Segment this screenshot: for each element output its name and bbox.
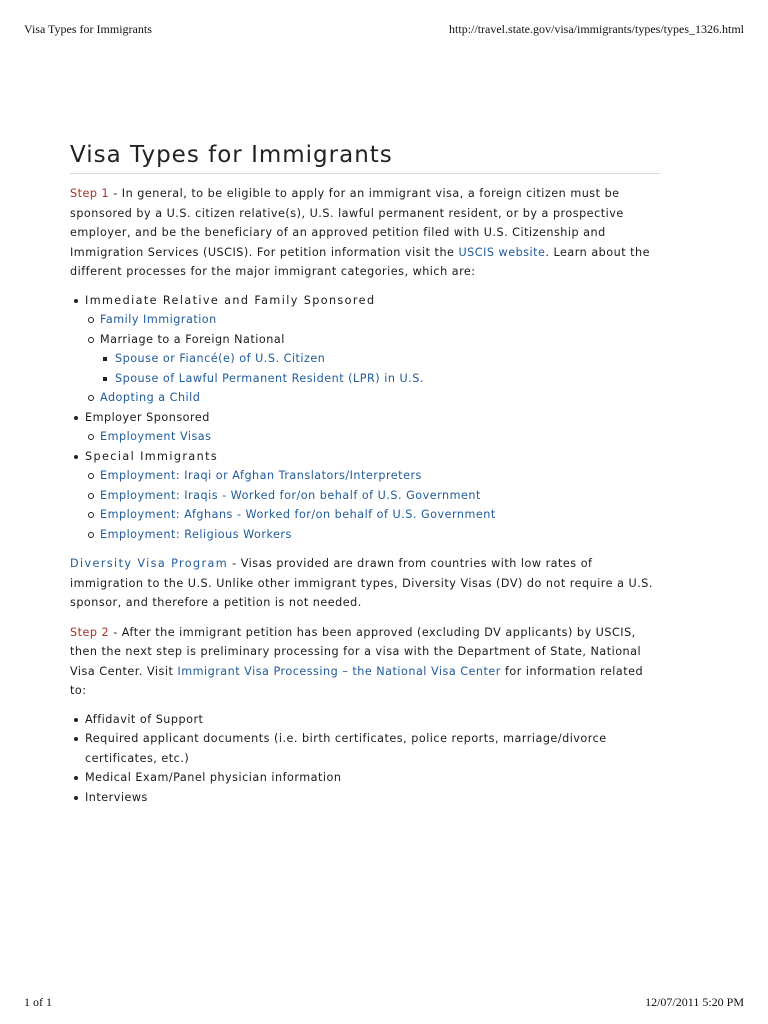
adopting-child-link[interactable]: Adopting a Child [100, 391, 201, 404]
afghans-us-government-link[interactable]: Employment: Afghans - Worked for/on behalf of U.S. Government [100, 508, 496, 521]
subcategory-item [85, 466, 660, 486]
diversity-paragraph [70, 554, 660, 613]
marriage-foreign-national-label: Marriage to a Foreign National [100, 332, 285, 346]
step1-label: Step 1 [70, 187, 110, 200]
step1-text-before-link: - In general, to be eligible to apply for an immigrant visa, a foreign citizen must be sponsored by a U.S. citizen relative(s), U.S. lawful permanent resident, or by a prospective employer, and be the beneficiary of an approved petition filed with U.S. Citizenship and Immigration Services (USCIS). For petition information visit the [70, 187, 624, 259]
subcategory-item [85, 330, 660, 389]
print-header-url: http://travel.state.gov/visa/immigrants/types/types_1326.html [449, 22, 744, 36]
subcategory-item [85, 310, 660, 330]
nvc-topic-item: Medical Exam/Panel physician information [70, 768, 660, 788]
nvc-topic-item: Interviews [70, 788, 660, 808]
subcategory-item [85, 486, 660, 506]
category-label: Employer Sponsored [85, 410, 210, 424]
step1-paragraph [70, 184, 660, 282]
nvc-topic-item: Affidavit of Support [70, 710, 660, 730]
main-content [70, 140, 660, 807]
step2-text-after-link: for information related to: [70, 664, 644, 697]
subcategory-item [85, 525, 660, 545]
step2-paragraph [70, 623, 660, 701]
nvc-topics-list [70, 710, 660, 808]
spouse-fiance-citizen-link[interactable]: Spouse or Fiancé(e) of U.S. Citizen [115, 352, 326, 365]
nvc-processing-link[interactable]: Immigrant Visa Processing – the National Visa Center [177, 664, 501, 678]
step2-text-before-link: - After the immigrant petition has been approved (excluding DV applicants) by USCIS, then the next step is preliminary processing for a visa with the Department of State, National Visa Center. Visit [70, 625, 642, 678]
step2-label: Step 2 [70, 625, 110, 639]
marriage-subitem [100, 349, 660, 369]
uscis-website-link[interactable]: USCIS website [458, 245, 546, 259]
category-item [70, 291, 660, 408]
nvc-topic-item: Required applicant documents (i.e. birth certificates, police reports, marriage/divorce certificates, etc.) [70, 729, 660, 768]
print-footer-page: 1 of 1 [24, 995, 52, 1009]
category-label: Immediate Relative and Family Sponsored [85, 293, 376, 307]
spouse-lpr-link[interactable]: Spouse of Lawful Permanent Resident (LPR) in U.S. [115, 371, 424, 385]
print-footer-timestamp: 12/07/2011 5:20 PM [645, 995, 744, 1009]
iraqis-us-government-link[interactable]: Employment: Iraqis - Worked for/on behalf of U.S. Government [100, 488, 481, 502]
category-sublist [85, 310, 660, 408]
marriage-subitem [100, 369, 660, 389]
subcategory-item [85, 505, 660, 525]
religious-workers-link[interactable]: Employment: Religious Workers [100, 527, 292, 541]
immigrant-categories-list [70, 291, 660, 545]
diversity-text: - Visas provided are drawn from countries with low rates of immigration to the U.S. Unlike other immigrant types, Diversity Visas (DV) do not require a U.S. sponsor, and therefore a petition is not needed. [70, 557, 653, 609]
category-label: Special Immigrants [85, 449, 219, 463]
family-immigration-link[interactable]: Family Immigration [100, 313, 217, 326]
print-header-title: Visa Types for Immigrants [24, 22, 152, 36]
category-item [70, 408, 660, 447]
page-title: Visa Types for Immigrants [70, 140, 660, 174]
subcategory-item [85, 427, 660, 447]
category-sublist [85, 466, 660, 544]
employment-visas-link[interactable]: Employment Visas [100, 430, 212, 443]
marriage-sublist [100, 349, 660, 388]
category-item [70, 447, 660, 545]
diversity-visa-program-link[interactable]: Diversity Visa Program [70, 557, 229, 570]
category-sublist [85, 427, 660, 447]
iraqi-afghan-translators-link[interactable]: Employment: Iraqi or Afghan Translators/Interpreters [100, 469, 422, 482]
step1-text-after-link: . Learn about the different processes for the major immigrant categories, which are: [70, 245, 651, 278]
subcategory-item [85, 388, 660, 408]
